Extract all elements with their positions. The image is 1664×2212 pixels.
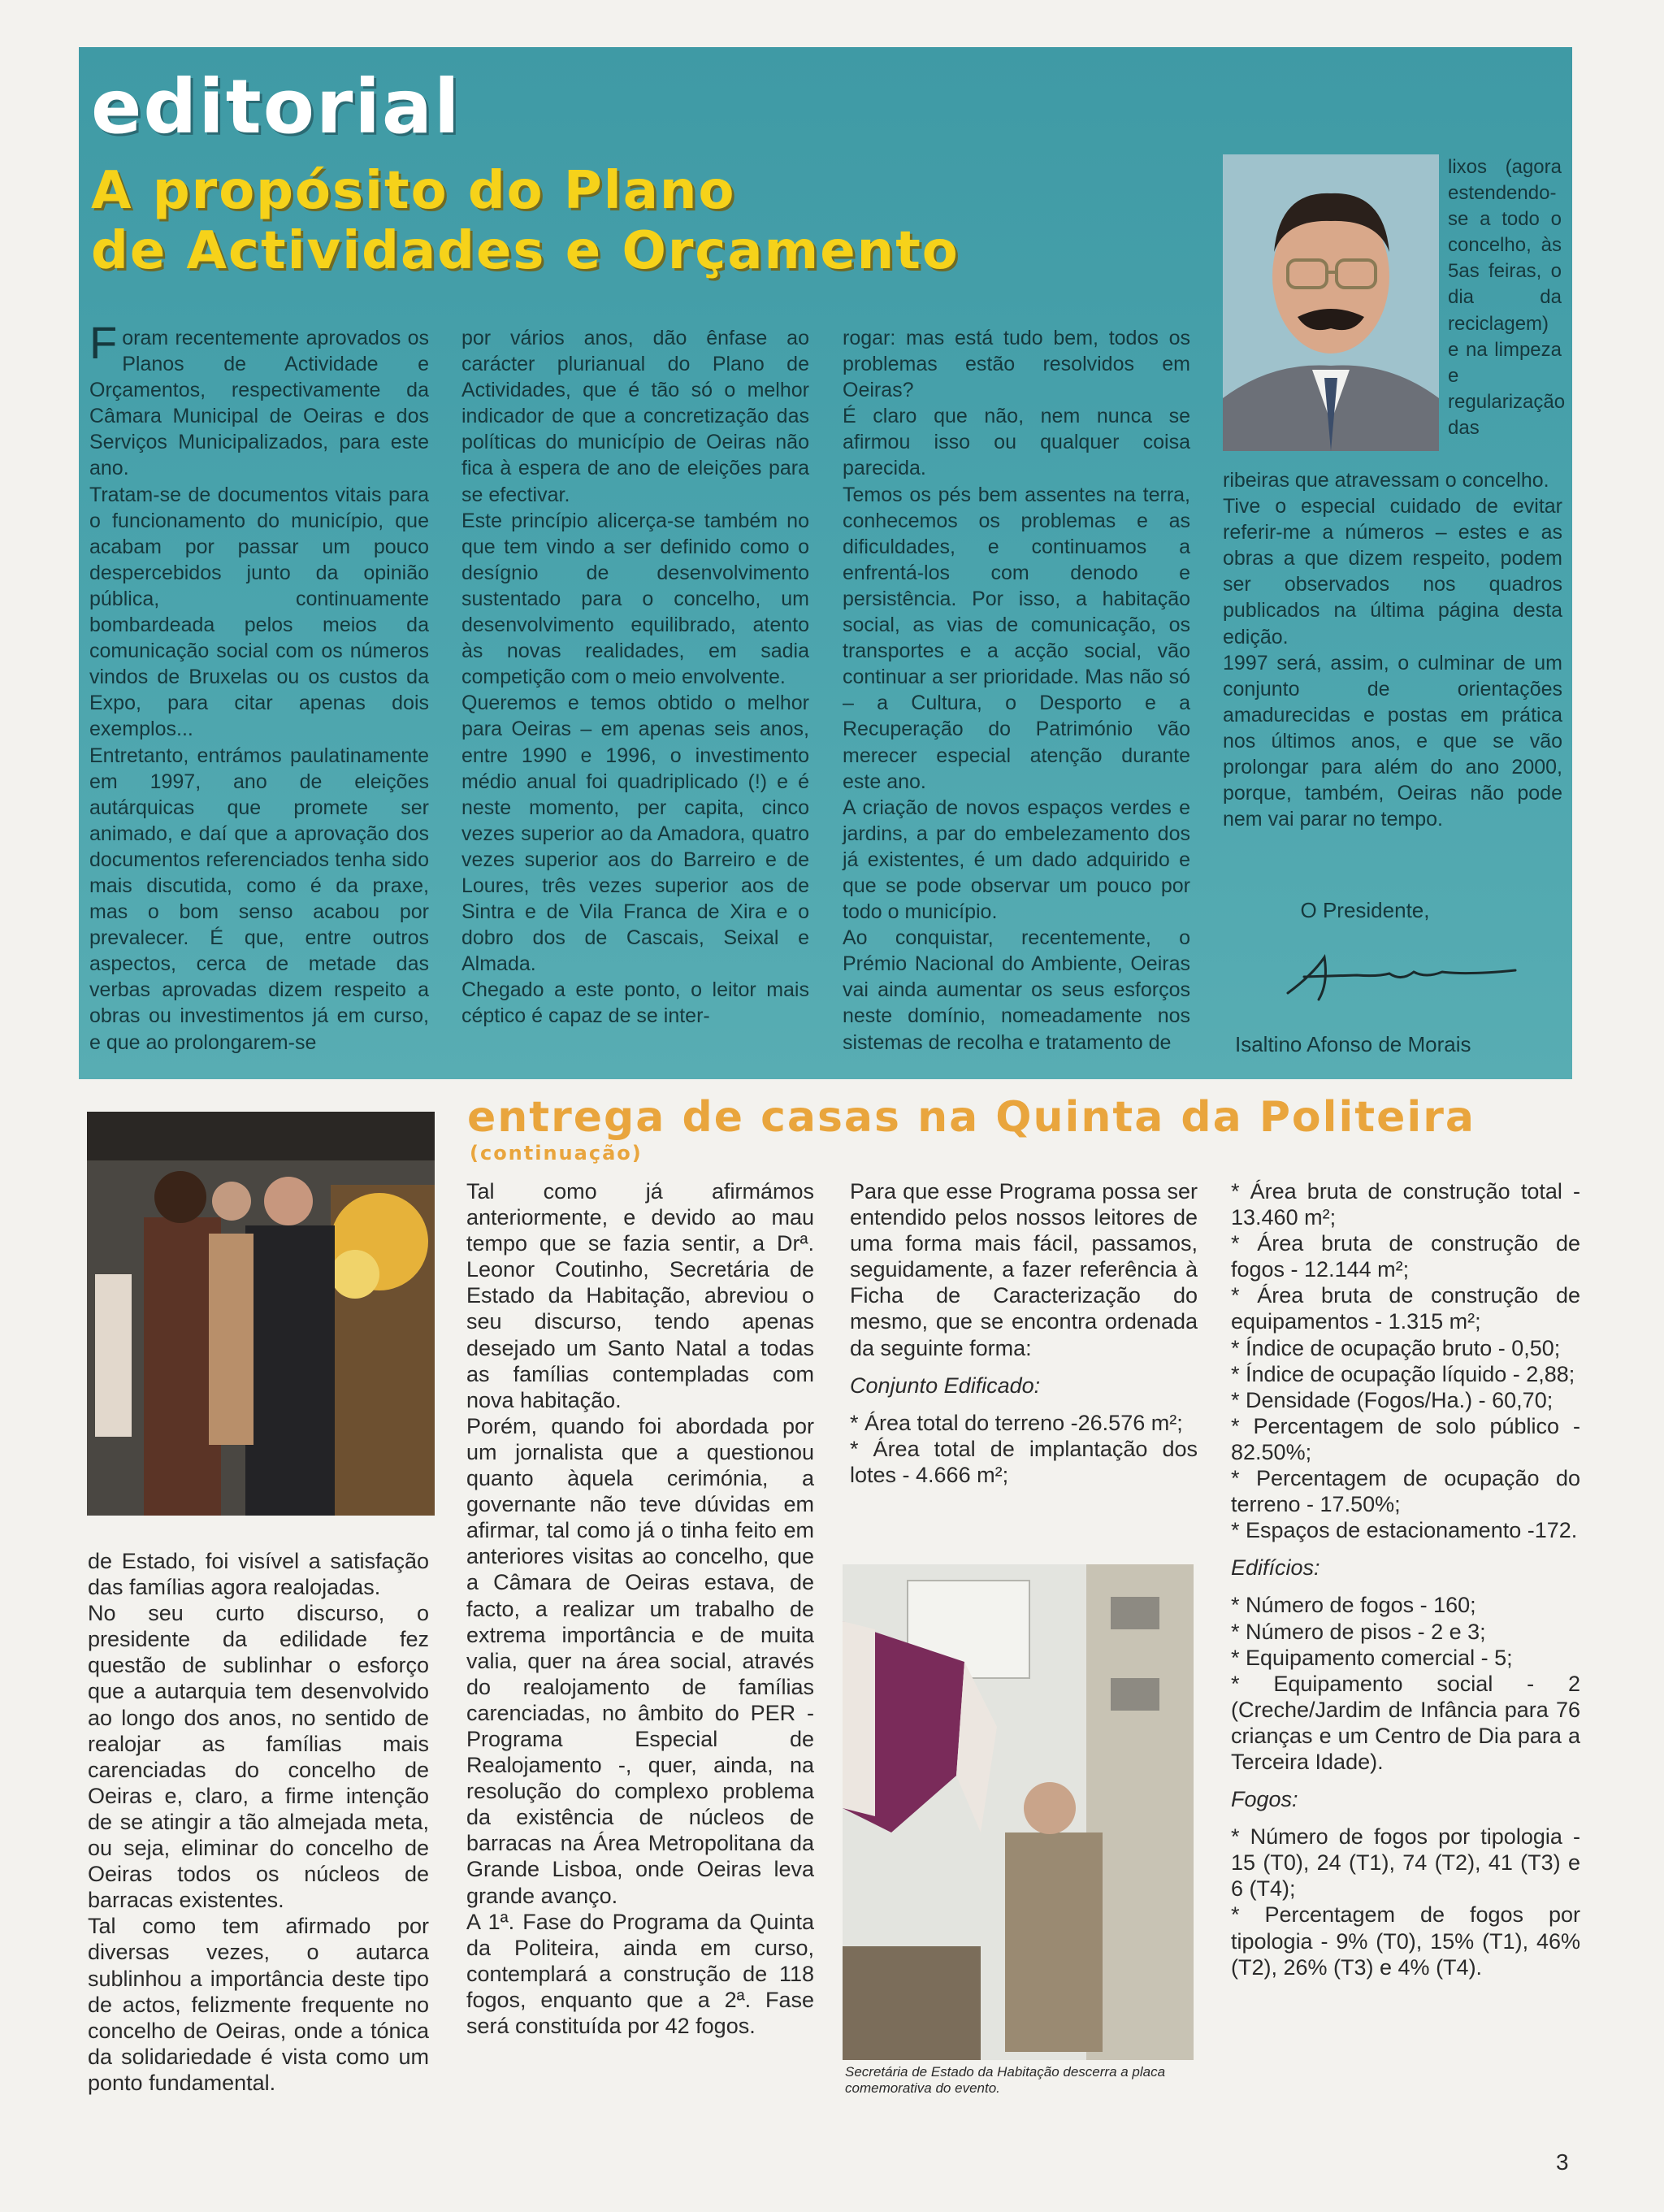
list-item: * Área total do terreno -26.576 m²; xyxy=(850,1410,1183,1435)
paragraph: Tratam-se de documentos vitais para o funcionamento do município, que acabam por passar um pouco despercebidos junto da opinião pública, continuamente bombardeada pelos meios da comunicação social com os números vindos de Bruxelas ou os custos da Expo, para citar apenas dois exemplos... xyxy=(89,483,429,741)
page-number: 3 xyxy=(1556,2149,1569,2175)
subheading: Edifícios: xyxy=(1231,1555,1320,1581)
list-item: * Número de pisos - 2 e 3; xyxy=(1231,1619,1486,1644)
list-item: * Área bruta de construção total - 13.460 m²; xyxy=(1231,1179,1580,1230)
list-item: * Percentagem de solo público - 82.50%; xyxy=(1231,1413,1580,1464)
list-item: * Número de fogos por tipologia - 15 (T0), 24 (T1), 74 (T2), 41 (T3) e 6 (T4); xyxy=(1231,1824,1580,1902)
paragraph: Porém, quando foi abordada por um jornalista que a questionou quanto àquela cerimónia, a governante não teve dúvidas em afirmar, tal como já o tinha feito em anteriores visitas ao concelho, que a Câmara de Oeiras estava, de facto, a realizar um trabalho de extrema importância e de muita valia, quer na área social, através do realojamento de famílias carenciadas, no âmbito do PER - Programa Especial de Realojamento -, quer, ainda, na resolução do complexo problema da existência de núcleos de barracas na Área Metropolitana da Grande Lisboa, onde Oeiras leva grande avanço. xyxy=(466,1413,814,1908)
president-label: O Presidente, xyxy=(1300,898,1430,922)
headline-line-2: de Actividades e Orçamento xyxy=(91,221,960,281)
paragraph: Chegado a este ponto, o leitor mais céptico é capaz de se inter- xyxy=(462,978,809,1028)
list-item: * Densidade (Fogos/Ha.) - 60,70; xyxy=(1231,1387,1554,1412)
list-item: * Equipamento comercial - 5; xyxy=(1231,1645,1513,1670)
paragraph: ribeiras que atravessam o concelho. xyxy=(1223,469,1549,492)
section-kicker: editorial xyxy=(91,63,462,150)
paragraph: Entretanto, entrámos paulatinamente em 1997, ano de eleições autárquicas que promete ser animado, e daí que a aprovação dos documentos referenciados tenha sido mais discutida, como é da praxe, mas o bom senso acabou por prevalecer. É que, entre outros aspectos, cerca de metade das verbas aprovadas dizem respeito a obras ou investimentos já em curso, e que ao prolongarem-se xyxy=(89,744,429,1054)
signature xyxy=(1280,943,1523,1008)
subheading: Fogos: xyxy=(1231,1787,1298,1812)
president-portrait xyxy=(1223,154,1439,451)
paragraph: Tal como tem afirmado por diversas vezes, o autarca sublinhou a importância deste tipo de actos, felizmente frequente no concelho de Oeiras, onde a tónica da solidariedade é vista como um ponto fundamental. xyxy=(88,1914,429,2095)
subheading: Conjunto Edificado: xyxy=(850,1373,1041,1398)
signatory-name: Isaltino Afonso de Morais xyxy=(1235,1032,1471,1056)
paragraph: Foram recentemente aprovados os Planos de Actividade e Orçamentos, respectivamente da Câmara Municipal de Oeiras e dos Serviços Municipalizados, para este ano. xyxy=(89,317,429,480)
list-item: * Índice de ocupação bruto - 0,50; xyxy=(1231,1335,1561,1360)
paragraph: Para que esse Programa possa ser entendido pelos nossos leitores de uma forma mais fácil, passamos, seguidamente, a fazer referência à Ficha de Caracterização do mesmo, que se encontra ordenada da seguinte forma: xyxy=(850,1179,1198,1360)
paragraph: A 1ª. Fase do Programa da Quinta da Politeira, ainda em curso, contemplará a construção de 118 fogos, enquanto que a 2ª. Fase será constituída por 42 fogos. xyxy=(466,1909,814,2038)
plaque-photo xyxy=(843,1564,1194,2060)
paragraph: Ao conquistar, recentemente, o Prémio Nacional do Ambiente, Oeiras vai ainda aumentar os seus esforços neste domínio, nomeadamente nos sistemas de recolha e tratamento de xyxy=(843,926,1190,1054)
editorial-column-4 xyxy=(1223,467,1562,832)
list-item: * Percentagem de fogos por tipologia - 9% (T0), 15% (T1), 46% (T2), 26% (T3) e 4% (T4). xyxy=(1231,1902,1580,1980)
article-subtitle: (continuação) xyxy=(470,1142,643,1165)
paragraph: É claro que não, nem nunca se afirmou isso ou qualquer coisa parecida. xyxy=(843,405,1190,480)
paragraph: rogar: mas está tudo bem, todos os problemas estão resolvidos em Oeiras? xyxy=(843,327,1190,402)
article-column-1 xyxy=(88,1548,429,2096)
paragraph: Queremos e temos obtido o melhor para Oeiras – em apenas seis anos, entre 1990 e 1996, o investimento médio anual foi quadriplicado (!) e é neste momento, per capita, cinco vezes superior ao da Amadora, quatro vezes superior aos do Barreiro e de Loures, três vezes superior aos de Sintra e de Vila Franca de Xira e o dobro dos de Cascais, Seixal e Almada. xyxy=(462,692,809,976)
list-item: * Número de fogos - 160; xyxy=(1231,1593,1476,1618)
list-item: * Equipamento social - 2 (Creche/Jardim de Infância para 76 crianças e um Centro de Dia para a Terceira Idade). xyxy=(1231,1671,1580,1774)
paragraph: 1997 será, assim, o culminar de um conjunto de orientações amadurecidas e postas em prática nos últimos anos, e que se vão prolongar para além do ano 2000, porque, também, Oeiras não pode nem vai parar no tempo. xyxy=(1223,651,1562,831)
paragraph: A criação de novos espaços verdes e jardins, a par do embelezamento dos já existentes, é um dado adquirido e que se pode observar um pouco por todo o município. xyxy=(843,796,1190,924)
list-item: * Percentagem de ocupação do terreno - 17.50%; xyxy=(1231,1466,1580,1517)
article-column-3 xyxy=(850,1178,1198,1488)
list-item: * Área total de implantação dos lotes - 4.666 m²; xyxy=(850,1436,1198,1487)
paragraph: Tive o especial cuidado de evitar referir-me a números – estes e as obras a que dizem respeito, podem ser observados nos quadros publicados na última página desta edição. xyxy=(1223,495,1562,648)
paragraph: Tal como já afirmámos anteriormente, e devido ao mau tempo que se fazia sentir, a Drª. Leonor Coutinho, Secretária de Estado da Habitação, abreviou o seu discurso, tendo apenas desejado um Santo Natal a todas as famílias contempladas com nova habitação. xyxy=(466,1179,814,1412)
paragraph: lixos (agora estendendo-se a todo o concelho, às 5as feiras, o dia da reciclagem) e na limpeza e regularização das xyxy=(1448,156,1566,439)
paragraph: Temos os pés bem assentes na terra, conhecemos os problemas e as dificuldades, e continuamos a enfrentá-los com denodo e persistência. Por isso, a habitação social, as vias de comunicação, os transportes e a acção social, vão continuar a ser prioridade. Mas não só – a Cultura, o Desporto e a Recuperação do Património vão merecer especial atenção durante este ano. xyxy=(843,483,1190,793)
list-item: * Espaços de estacionamento -172. xyxy=(1231,1518,1578,1543)
ceremony-photo xyxy=(87,1112,435,1516)
editorial-column-3 xyxy=(843,325,1190,1056)
paragraph: por vários anos, dão ênfase ao carácter plurianual do Plano de Actividades, que é tão só o melhor indicador de que a concretização das políticas do município de Oeiras não fica à espera de ano de eleições para se efectivar. xyxy=(462,327,809,506)
paragraph: Este princípio alicerça-se também no que tem vindo a ser definido como o desígnio de desenvolvimento sustentado para o concelho, um desenvolvimento equilibrado, atento às novas realidades, em sadia competição com o meio envolvente. xyxy=(462,509,809,689)
article-column-4 xyxy=(1231,1178,1580,1980)
photo-caption: Secretária de Estado da Habitação descerra a placa comemorativa do evento. xyxy=(845,2064,1166,2096)
paragraph: de Estado, foi visível a satisfação das famílias agora realojadas. xyxy=(88,1549,429,1600)
list-item: * Área bruta de construção de fogos - 12.144 m²; xyxy=(1231,1231,1580,1282)
editorial-column-4-wrap xyxy=(1448,154,1566,441)
drop-cap: F xyxy=(89,317,118,368)
list-item: * Área bruta de construção de equipamentos - 1.315 m²; xyxy=(1231,1283,1580,1334)
editorial-column-1 xyxy=(89,317,429,1056)
article-title: entrega de casas na Quinta da Politeira xyxy=(467,1093,1476,1142)
headline-line-1: A propósito do Plano xyxy=(91,161,736,221)
list-item: * Índice de ocupação líquido - 2,88; xyxy=(1231,1361,1575,1386)
editorial-column-2 xyxy=(462,325,809,1030)
article-column-2 xyxy=(466,1178,814,2039)
paragraph: No seu curto discurso, o presidente da edilidade fez questão de sublinhar o esforço que a autarquia tem desenvolvido ao longo dos anos, no sentido de realojar as famílias mais carenciadas do concelho de Oeiras e, claro, a firme intenção de se atingir a tão almejada meta, ou seja, eliminar do concelho de Oeiras todos os núcleos de barracas existentes. xyxy=(88,1601,429,1913)
